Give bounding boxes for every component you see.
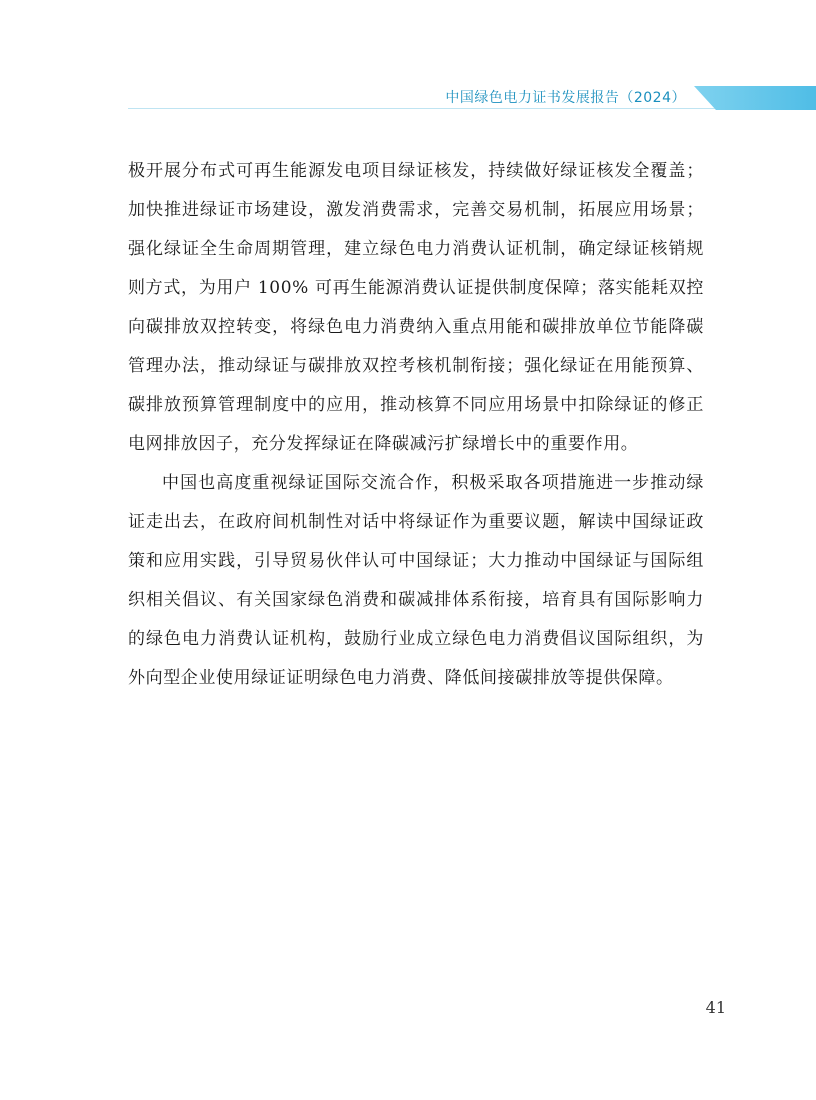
header-tab-decoration bbox=[694, 86, 816, 110]
running-header bbox=[0, 84, 816, 114]
body-text bbox=[128, 152, 704, 698]
paragraph-international-cooperation: 中国也高度重视绿证国际交流合作，积极采取各项措施进一步推动绿证走出去，在政府间机制性对话中将绿证作为重要议题，解读中国绿证政策和应用实践，引导贸易伙伴认可中国绿证；大力推动中国绿证与国际组织相关倡议、有关国家绿色消费和碳减排体系衔接，培育具有国际影响力的绿色电力消费认证机构，鼓励行业成立绿色电力消费倡议国际组织，为外向型企业使用绿证证明绿色电力消费、降低间接碳排放等提供保障。 bbox=[128, 473, 704, 688]
page-number: 41 bbox=[705, 998, 726, 1017]
header-rule bbox=[128, 108, 728, 109]
paragraph-continued: 极开展分布式可再生能源发电项目绿证核发，持续做好绿证核发全覆盖；加快推进绿证市场建设，激发消费需求，完善交易机制，拓展应用场景；强化绿证全生命周期管理，建立绿色电力消费认证机制，确定绿证核销规则方式，为用户 100% 可再生能源消费认证提供制度保障；落实能耗双控向碳排放双控转变，将绿色电力消费纳入重点用能和碳排放单位节能降碳管理办法，推动绿证与碳排放双控考核机制衔接；强化绿证在用能预算、碳排放预算管理制度中的应用，推动核算不同应用场景中扣除绿证的修正电网排放因子，充分发挥绿证在降碳减污扩绿增长中的重要作用。 bbox=[128, 161, 704, 454]
report-title: 中国绿色电力证书发展报告（2024） bbox=[445, 90, 686, 106]
